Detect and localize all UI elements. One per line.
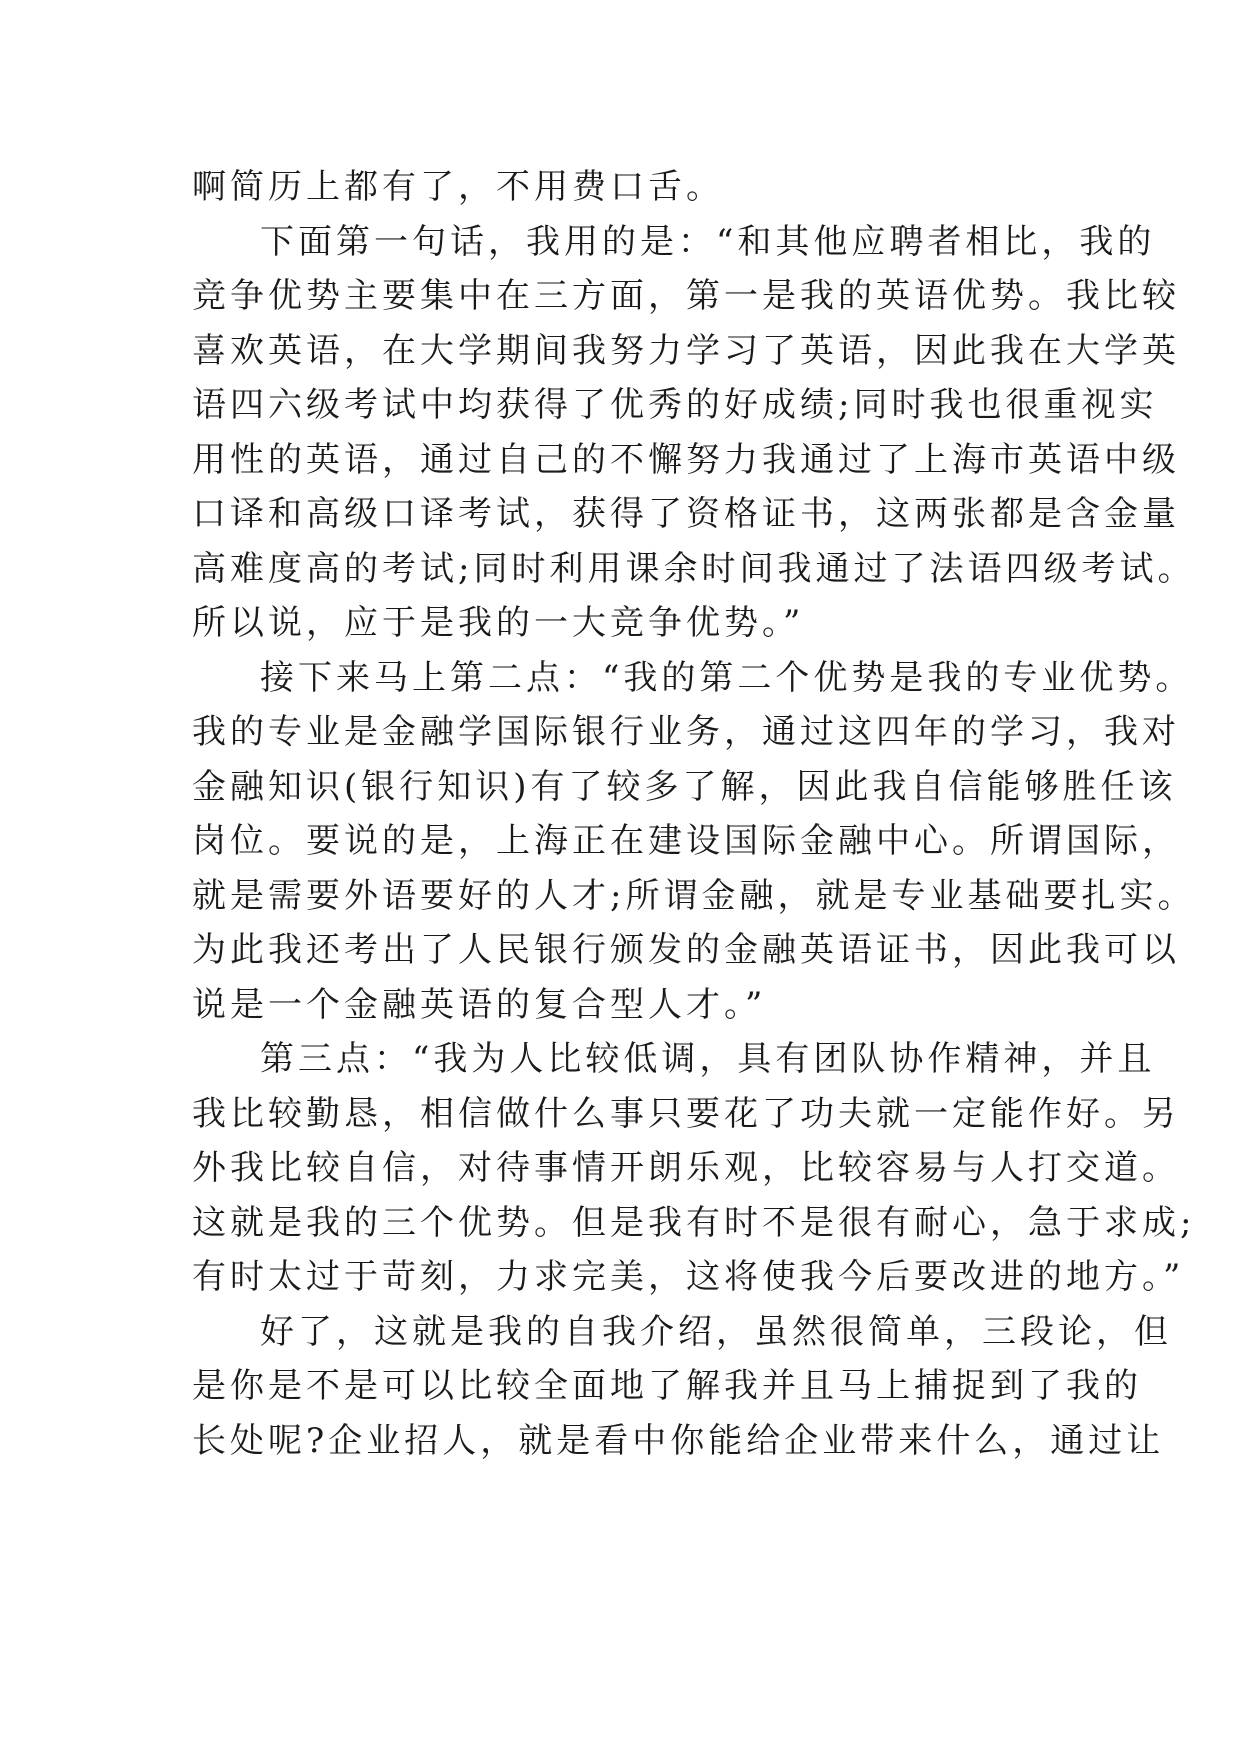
text-line: 啊简历上都有了，不用费口舌。 — [192, 167, 724, 207]
text-line: 第三点：“我为人比较低调，具有团队协作精神，并且 — [260, 1039, 1156, 1079]
text-line: 喜欢英语，在大学期间我努力学习了英语，因此我在大学英 — [192, 330, 1180, 371]
text-line: 岗位。要说的是，上海正在建设国际金融中心。所谓国际， — [192, 821, 1180, 861]
text-line: 下面第一句话，我用的是：“和其他应聘者相比，我的 — [260, 221, 1156, 262]
text-line: 我的专业是金融学国际银行业务，通过这四年的学习，我对 — [192, 712, 1180, 752]
text-line: 说是一个金融英语的复合型人才。” — [192, 984, 767, 1025]
text-line: 竞争优势主要集中在三方面，第一是我的英语优势。我比较 — [192, 276, 1180, 316]
text-line: 语四六级考试中均获得了优秀的好成绩;同时我也很重视实 — [192, 385, 1158, 425]
text-line: 接下来马上第二点：“我的第二个优势是我的专业优势。 — [260, 657, 1194, 698]
document-body — [192, 160, 1196, 1468]
text-line: 好了，这就是我的自我介绍，虽然很简单，三段论，但 — [260, 1311, 1172, 1352]
text-line: 长处呢?企业招人，就是看中你能给企业带来什么，通过让 — [192, 1420, 1165, 1461]
text-line: 口译和高级口译考试，获得了资格证书，这两张都是含金量 — [192, 494, 1180, 534]
text-line: 用性的英语，通过自己的不懈努力我通过了上海市英语中级 — [192, 439, 1180, 480]
text-line: 我比较勤恳，相信做什么事只要花了功夫就一定能作好。另 — [192, 1093, 1180, 1134]
paragraph — [192, 1305, 1172, 1469]
text-line: 所以说，应于是我的一大竞争优势。” — [192, 603, 805, 643]
text-line: 有时太过于苛刻，力求完美，这将使我今后要改进的地方。” — [192, 1257, 1185, 1297]
paragraph — [192, 215, 1196, 651]
text-line: 金融知识(银行知识)有了较多了解，因此我自信能够胜任该 — [192, 766, 1177, 807]
text-line: 是你是不是可以比较全面地了解我并且马上捕捉到了我的 — [192, 1366, 1142, 1406]
paragraph — [192, 651, 1196, 1033]
text-line: 就是需要外语要好的人才;所谓金融，就是专业基础要扎实。 — [192, 875, 1196, 916]
paragraph — [192, 160, 1072, 215]
paragraph — [192, 1032, 1196, 1305]
text-line: 这就是我的三个优势。但是我有时不是很有耐心，急于求成; — [192, 1202, 1196, 1243]
text-line: 高难度高的考试;同时利用课余时间我通过了法语四级考试。 — [192, 548, 1196, 589]
text-line: 为此我还考出了人民银行颁发的金融英语证书，因此我可以 — [192, 930, 1180, 970]
text-line: 外我比较自信，对待事情开朗乐观，比较容易与人打交道。 — [192, 1148, 1180, 1188]
